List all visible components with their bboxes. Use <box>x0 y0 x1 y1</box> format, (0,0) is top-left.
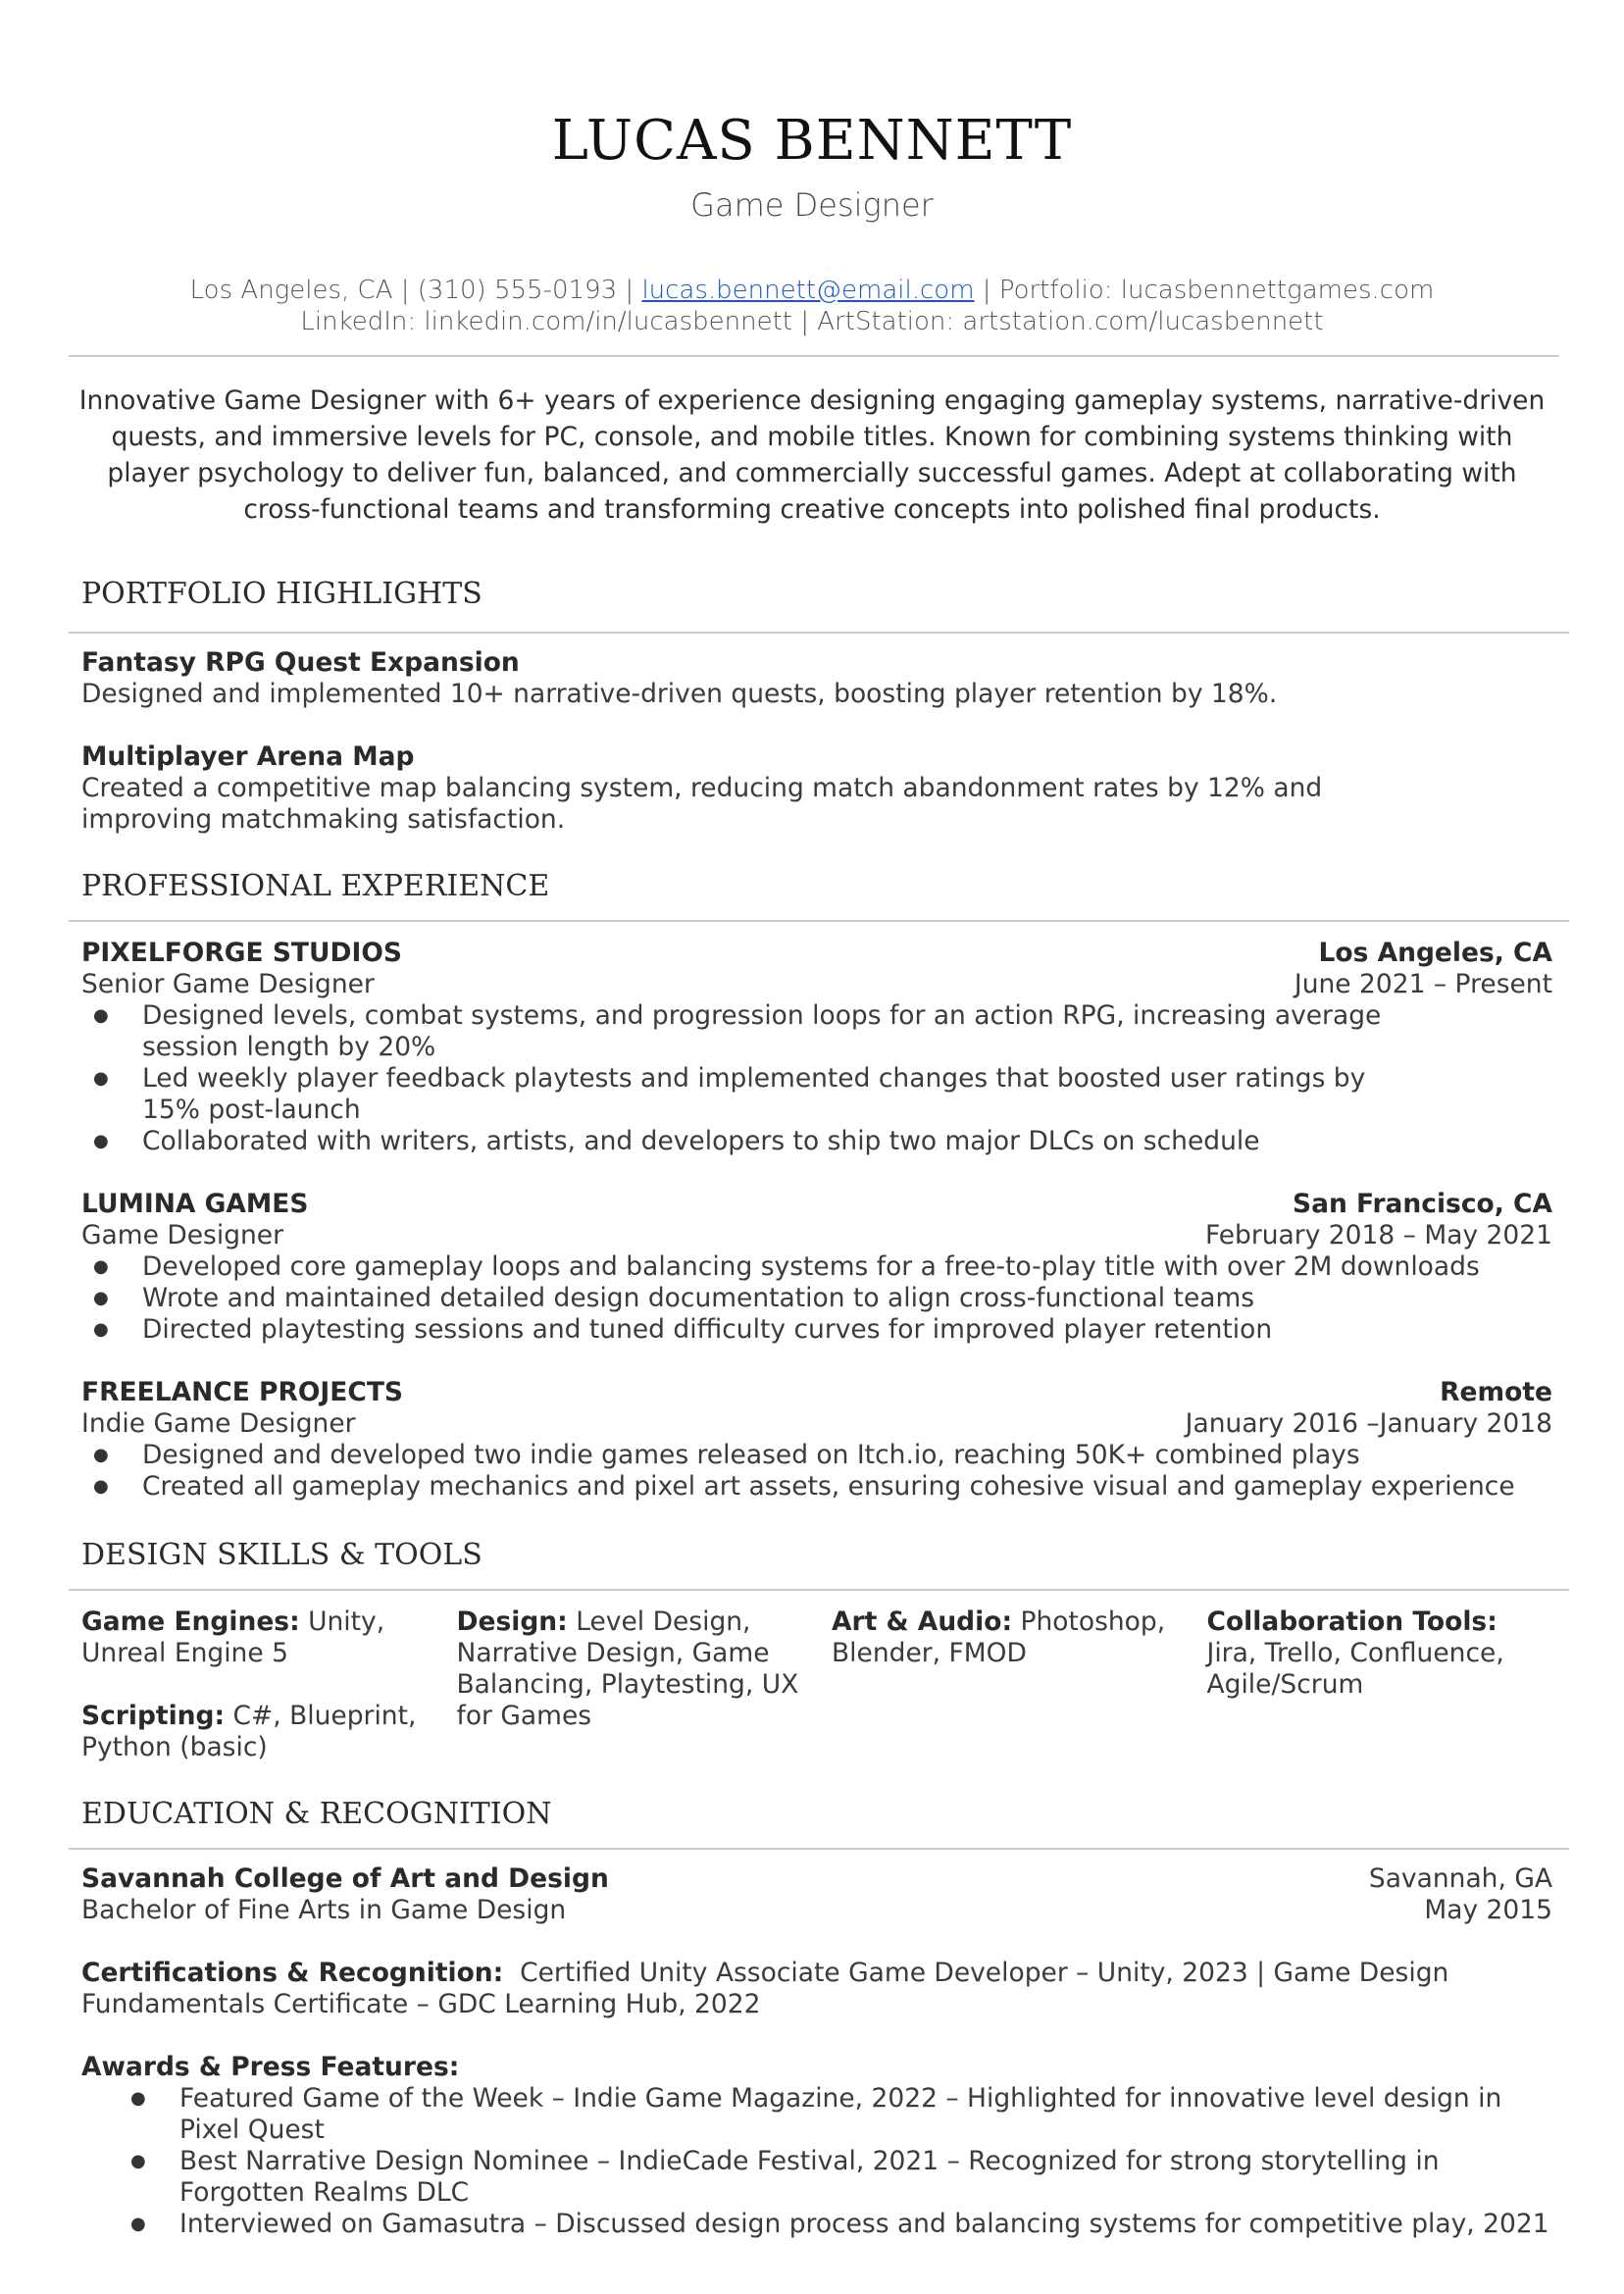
professional-summary: Innovative Game Designer with 6+ years of experience designing engaging gameplay systems, narrative-driven quests, and immersive levels for PC, console, and mobile titles. Known for combining systems thinking with player psychology to deliver fun, balanced, and commercially successful games. Adept at collaborating with cross-functional teams and transforming creative concepts into polished final products. <box>78 385 1546 525</box>
skill-value: Level Design, Narrative Design, Game Balancing, Playtesting, UX for Games <box>456 1606 799 1731</box>
job-role: Senior Game Designer <box>81 969 375 999</box>
candidate-title: Game Designer <box>690 186 934 224</box>
education-header <box>81 1863 1552 1895</box>
section-heading-skills: DESIGN SKILLS & TOOLS <box>81 1538 482 1572</box>
job-bullet: ● Led weekly player feedback playtests and implemented changes that boosted user ratings by 15% post-launch <box>81 1063 1552 1126</box>
job-company: PIXELFORGE STUDIOS <box>81 938 402 968</box>
portfolio-item-title: Fantasy RPG Quest Expansion <box>81 647 520 678</box>
job-role: Indie Game Designer <box>81 1408 356 1439</box>
email-link[interactable]: lucas.bennett@email.com <box>641 276 975 305</box>
education-subheader <box>81 1895 1552 1926</box>
job-bullet: ● Designed levels, combat systems, and progression loops for an action RPG, increasing average session length by 20% <box>81 1000 1552 1063</box>
job-subheader <box>81 1220 1552 1251</box>
job-company: FREELANCE PROJECTS <box>81 1377 403 1407</box>
portfolio-item-description: Created a competitive map balancing system, reducing match abandonment rates by 12% and improving matchmaking satisfaction. <box>81 773 1323 835</box>
skill-label: Art & Audio: <box>832 1606 1013 1637</box>
section-divider <box>69 1589 1569 1591</box>
certifications-value: Certified Unity Associate Game Developer – Unity, 2023 | Game Design Fundamentals Certificate – GDC Learning Hub, 2022 <box>81 1958 1457 2019</box>
skills-column <box>1207 1606 1553 1795</box>
job-bullet: ● Developed core gameplay loops and balancing systems for a free-to-play title with over 2M downloads <box>81 1251 1552 1283</box>
job-header <box>81 1377 1552 1408</box>
awards-label: Awards & Press Features: <box>81 2052 460 2082</box>
candidate-name: LUCAS BENNETT <box>551 109 1073 173</box>
skill-group-art-audio <box>832 1606 1178 1669</box>
contact-info <box>0 275 1624 337</box>
contact-line-2: LinkedIn: linkedin.com/in/lucasbennett | ArtStation: artstation.com/lucasbennett <box>300 307 1324 336</box>
skill-value: Jira, Trello, Confluence, Agile/Scrum <box>1206 1638 1504 1700</box>
skill-label: Scripting: <box>81 1701 226 1731</box>
job-entry <box>81 1189 1552 1346</box>
contact-line-1 <box>0 275 1624 306</box>
skill-value: Photoshop, Blender, FMOD <box>832 1606 1166 1668</box>
job-entry <box>81 938 1552 1157</box>
job-bullet: ● Created all gameplay mechanics and pixel art assets, ensuring cohesive visual and gameplay experience <box>81 1471 1552 1503</box>
job-bullets <box>81 1000 1552 1157</box>
portfolio-item <box>81 741 1552 836</box>
skill-label: Collaboration Tools: <box>1206 1606 1497 1637</box>
skill-value: Unity, Unreal Engine 5 <box>81 1606 385 1668</box>
section-heading-experience: PROFESSIONAL EXPERIENCE <box>81 869 550 903</box>
skill-value: C#, Blueprint, Python (basic) <box>81 1701 417 1762</box>
education-date: May 2015 <box>1424 1895 1552 1925</box>
education-school: Savannah College of Art and Design <box>81 1863 609 1894</box>
job-bullets <box>81 1251 1552 1346</box>
skill-label: Design: <box>456 1606 568 1637</box>
job-dates: February 2018 – May 2021 <box>1204 1220 1552 1250</box>
portfolio-item-title: Multiplayer Arena Map <box>81 741 415 772</box>
skills-column <box>457 1606 803 1795</box>
awards <box>81 2052 1552 2240</box>
contact-portfolio: | Portfolio: lucasbennettgames.com <box>974 276 1435 305</box>
award-item: ● Interviewed on Gamasutra – Discussed design process and balancing systems for competitive play, 2021 <box>81 2209 1552 2240</box>
skills-grid <box>81 1606 1552 1795</box>
education-entry <box>81 1863 1552 1926</box>
contact-location-phone: Los Angeles, CA | (310) 555-0193 | <box>189 276 642 305</box>
skills-column <box>832 1606 1178 1795</box>
skill-group-engines <box>81 1606 428 1669</box>
education-location: Savannah, GA <box>1368 1863 1552 1894</box>
job-subheader <box>81 1408 1552 1440</box>
job-location: San Francisco, CA <box>1292 1189 1552 1219</box>
skills-column <box>81 1606 428 1795</box>
job-bullet: ● Wrote and maintained detailed design documentation to align cross-functional teams <box>81 1283 1552 1314</box>
job-dates: June 2021 – Present <box>1294 969 1552 999</box>
job-location: Los Angeles, CA <box>1318 938 1552 968</box>
job-header <box>81 1189 1552 1220</box>
portfolio-item-description: Designed and implemented 10+ narrative-driven quests, boosting player retention by 18%. <box>81 679 1278 709</box>
section-divider <box>69 920 1569 922</box>
award-item: ● Best Narrative Design Nominee – IndieCade Festival, 2021 – Recognized for strong storytelling in Forgotten Realms DLC <box>81 2146 1552 2209</box>
header-divider <box>69 355 1559 357</box>
award-item: ● Featured Game of the Week – Indie Game Magazine, 2022 – Highlighted for innovative level design in Pixel Quest <box>81 2083 1552 2146</box>
certifications-label: Certifications & Recognition: <box>81 1958 504 1988</box>
section-heading-education: EDUCATION & RECOGNITION <box>81 1797 552 1831</box>
job-bullet: ● Collaborated with writers, artists, and developers to ship two major DLCs on schedule <box>81 1126 1552 1157</box>
job-location: Remote <box>1440 1377 1552 1407</box>
section-heading-portfolio: PORTFOLIO HIGHLIGHTS <box>81 577 482 611</box>
section-divider <box>69 1848 1569 1850</box>
job-bullet: ● Designed and developed two indie games released on Itch.io, reaching 50K+ combined plays <box>81 1440 1552 1471</box>
job-role: Game Designer <box>81 1220 284 1250</box>
job-company: LUMINA GAMES <box>81 1189 309 1219</box>
portfolio-item <box>81 647 1552 710</box>
awards-list <box>81 2083 1552 2240</box>
skill-label: Game Engines: <box>81 1606 300 1637</box>
education-degree: Bachelor of Fine Arts in Game Design <box>81 1895 567 1925</box>
job-dates: January 2016 –January 2018 <box>1185 1408 1552 1439</box>
skill-group-scripting <box>81 1701 428 1763</box>
job-entry <box>81 1377 1552 1503</box>
job-bullet: ● Directed playtesting sessions and tuned difficulty curves for improved player retention <box>81 1314 1552 1346</box>
job-subheader <box>81 969 1552 1000</box>
job-bullets <box>81 1440 1552 1503</box>
certifications <box>81 1958 1552 2020</box>
section-divider <box>69 632 1569 634</box>
job-header <box>81 938 1552 969</box>
skill-group-design <box>457 1606 803 1732</box>
skill-group-collaboration <box>1207 1606 1553 1701</box>
